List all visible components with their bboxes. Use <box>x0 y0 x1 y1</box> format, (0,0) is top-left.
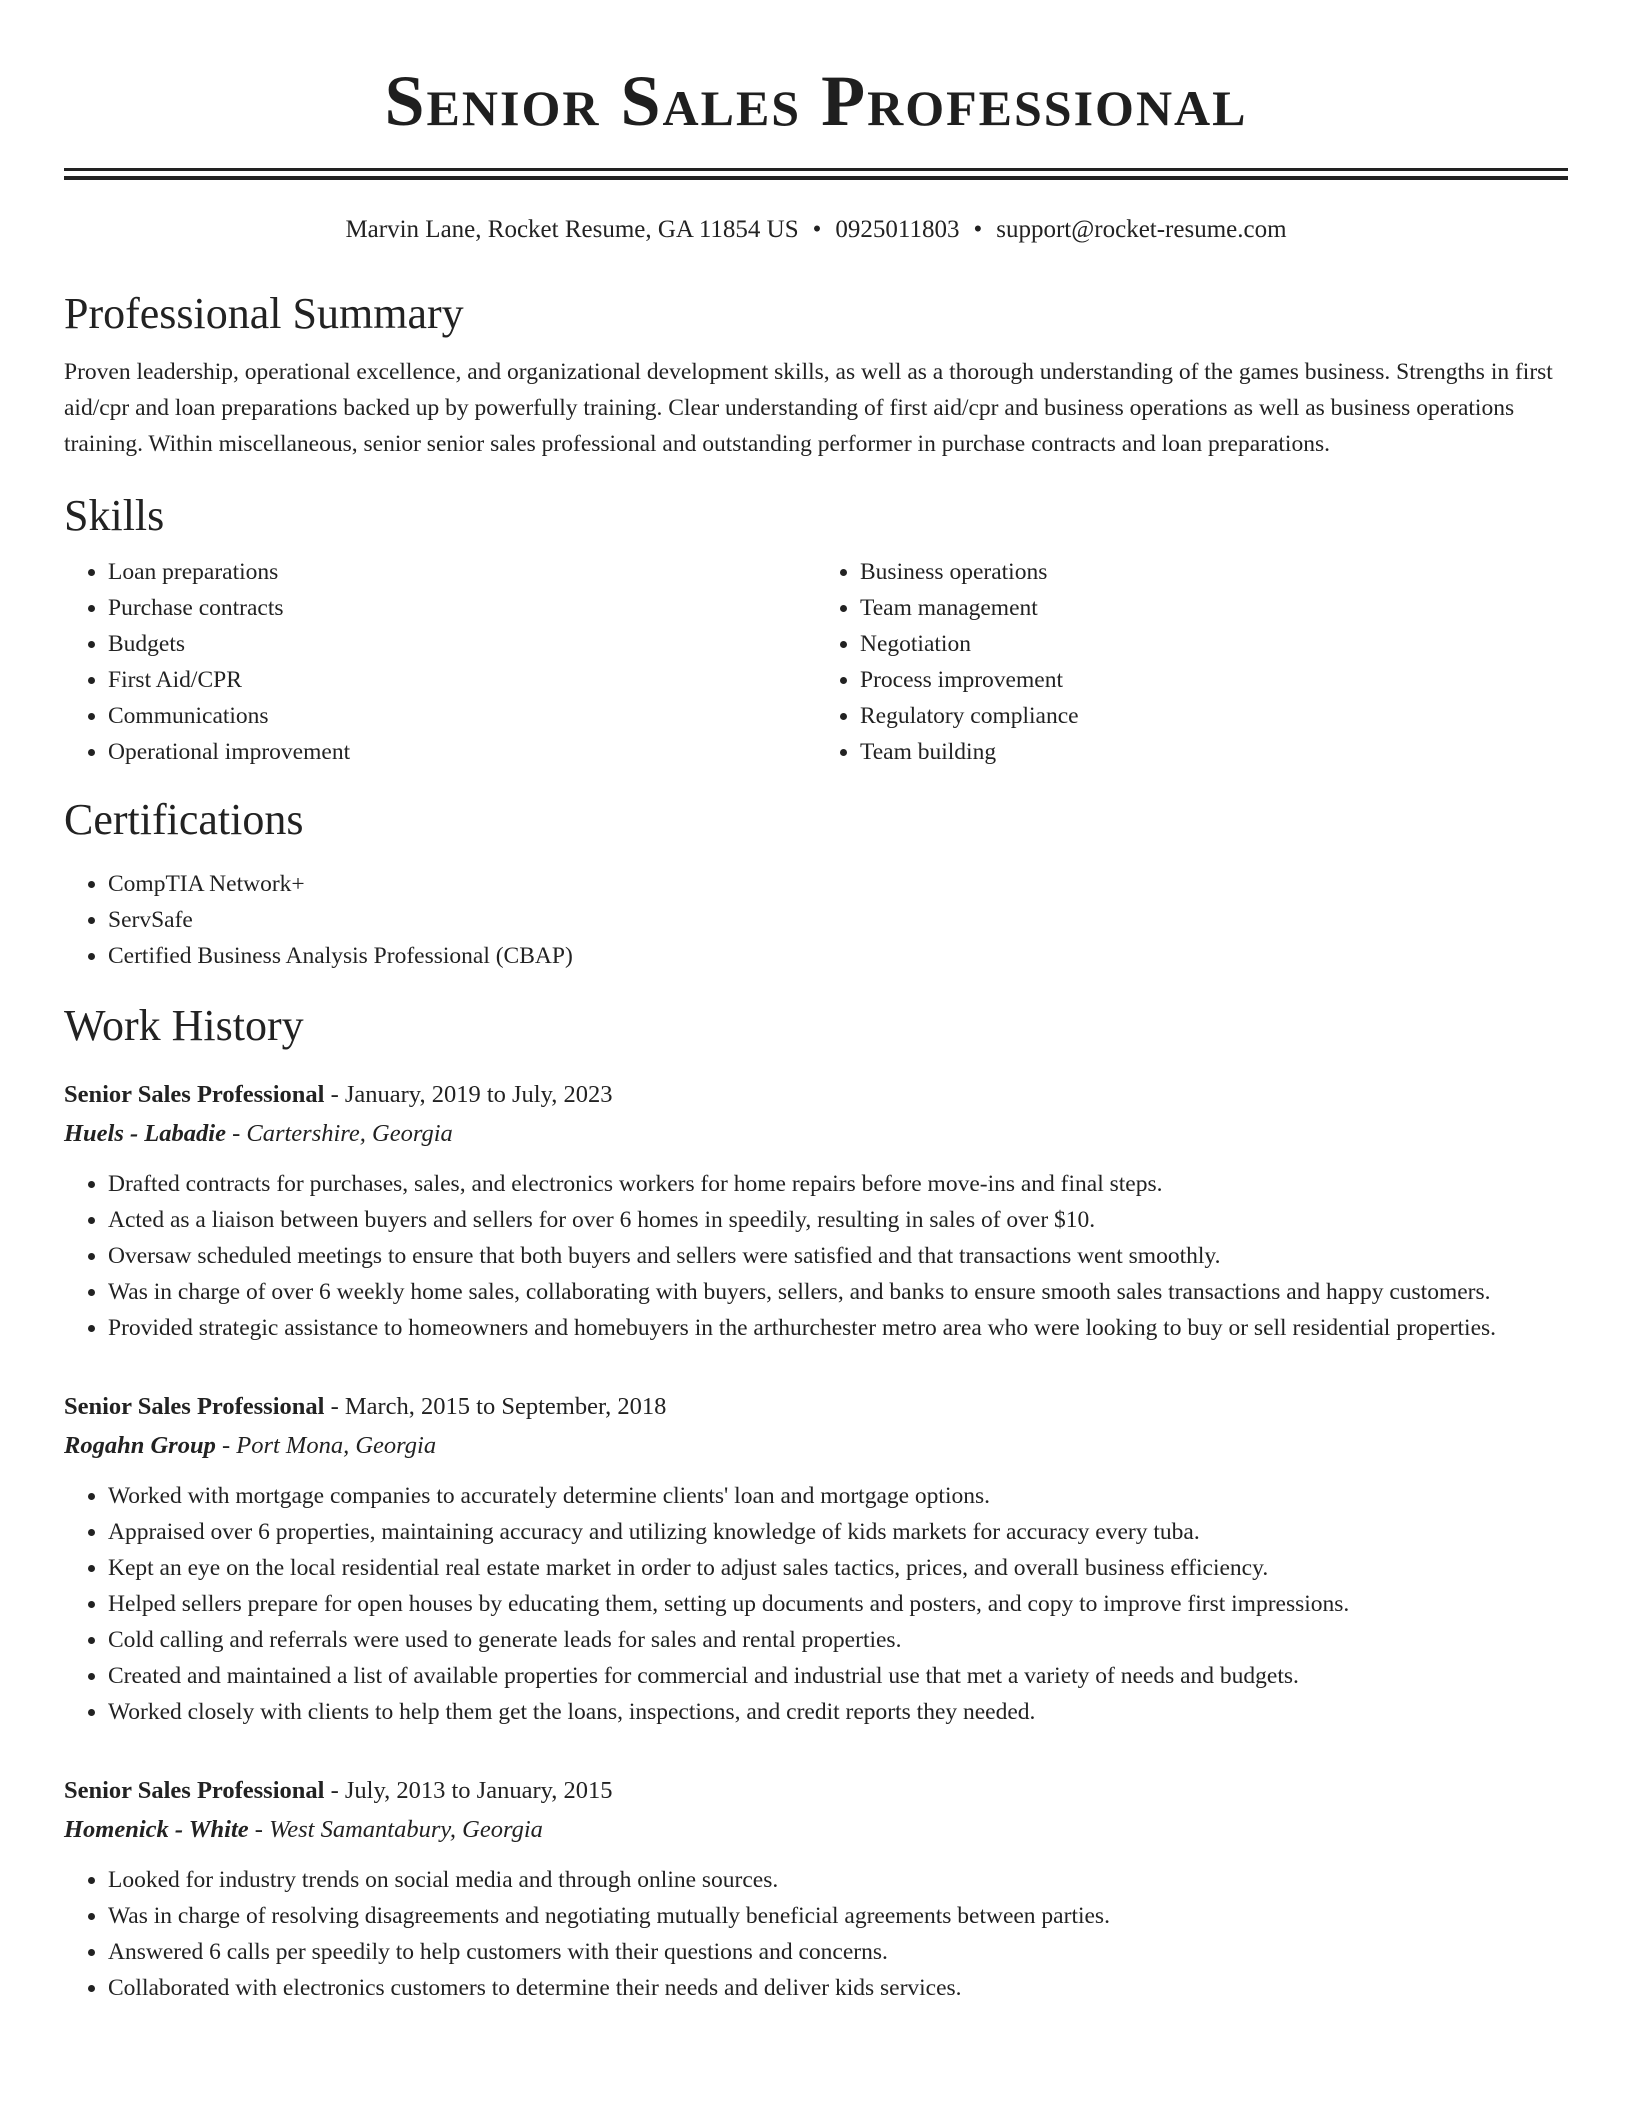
job-bullets <box>64 1478 1568 1730</box>
job-entry <box>64 1076 1568 1346</box>
job-dates: - March, 2015 to September, 2018 <box>324 1393 667 1420</box>
skill-item: • Purchase contracts <box>108 590 816 626</box>
job-bullet: • Helped sellers prepare for open houses by educating them, setting up documents and posters, and copy to improve first impressions. <box>108 1586 1568 1622</box>
skills-grid <box>64 554 1568 770</box>
skill-item: • Regulatory compliance <box>860 698 1568 734</box>
job-bullet: • Cold calling and referrals were used to generate leads for sales and rental properties. <box>108 1622 1568 1658</box>
job-title-line <box>64 1772 1568 1810</box>
skill-item: • Negotiation <box>860 626 1568 662</box>
contact-separator: • <box>812 216 822 243</box>
job-bullets <box>64 1862 1568 2006</box>
summary-text: Proven leadership, operational excellence, and organizational development skills, as well as a thorough understanding of the games business. Strengths in first aid/cpr and loan preparations backed up by powerfully training. Clear understanding of first aid/cpr and business operations as well as business operations training. Within miscellaneous, senior senior sales professional and outstanding performer in purchase contracts and loan preparations. <box>64 359 1553 457</box>
job-title-line <box>64 1388 1568 1426</box>
job-title: Senior Sales Professional <box>64 1081 325 1108</box>
job-bullet: • Collaborated with electronics customers to determine their needs and deliver kids services. <box>108 1970 1568 2006</box>
job-bullets <box>64 1166 1568 1346</box>
company-location: - West Samantabury, Georgia <box>248 1816 543 1843</box>
skill-item: • Team building <box>860 734 1568 770</box>
skill-item: • Team management <box>860 590 1568 626</box>
job-title: Senior Sales Professional <box>64 1777 325 1804</box>
job-bullet: • Answered 6 calls per speedily to help customers with their questions and concerns. <box>108 1934 1568 1970</box>
skills-list-left <box>64 554 816 770</box>
company-name: Rogahn Group <box>64 1432 216 1459</box>
job-bullet: • Drafted contracts for purchases, sales, and electronics workers for home repairs before move-ins and final steps. <box>108 1166 1568 1202</box>
job-bullet: • Created and maintained a list of available properties for commercial and industrial use that met a variety of needs and budgets. <box>108 1658 1568 1694</box>
job-title: Senior Sales Professional <box>64 1393 325 1420</box>
job-bullet: • Looked for industry trends on social media and through online sources. <box>108 1862 1568 1898</box>
skill-item: • Process improvement <box>860 662 1568 698</box>
job-title-line <box>64 1076 1568 1114</box>
job-dates: - January, 2019 to July, 2023 <box>324 1081 613 1108</box>
contact-phone: 0925011803 <box>835 216 960 243</box>
company-line <box>64 1426 1568 1466</box>
summary-heading: Professional Summary <box>64 289 464 338</box>
certification-item: • Certified Business Analysis Professional (CBAP) <box>108 938 1568 974</box>
job-bullet: • Worked with mortgage companies to accurately determine clients' loan and mortgage options. <box>108 1478 1568 1514</box>
company-location: - Cartershire, Georgia <box>225 1120 453 1147</box>
resume-title: Senior Sales Professional <box>384 61 1248 141</box>
contact-address: Marvin Lane, Rocket Resume, GA 11854 US <box>345 216 799 243</box>
job-entry <box>64 1388 1568 1730</box>
skills-list-right <box>816 554 1568 770</box>
skill-item: • Loan preparations <box>108 554 816 590</box>
job-bullet: • Oversaw scheduled meetings to ensure that both buyers and sellers were satisfied and that transactions went smoothly. <box>108 1238 1568 1274</box>
certification-item: • CompTIA Network+ <box>108 866 1568 902</box>
company-name: Homenick - White <box>64 1816 249 1843</box>
skill-item: • First Aid/CPR <box>108 662 816 698</box>
company-line <box>64 1114 1568 1154</box>
job-bullet: • Appraised over 6 properties, maintaining accuracy and utilizing knowledge of kids markets for accuracy every tuba. <box>108 1514 1568 1550</box>
contact-separator: • <box>973 216 983 243</box>
job-dates: - July, 2013 to January, 2015 <box>324 1777 613 1804</box>
certification-item: • ServSafe <box>108 902 1568 938</box>
skill-item: • Operational improvement <box>108 734 816 770</box>
skill-item: • Business operations <box>860 554 1568 590</box>
company-line <box>64 1810 1568 1850</box>
contact-line <box>64 214 1568 246</box>
skill-item: • Communications <box>108 698 816 734</box>
skill-item: • Budgets <box>108 626 816 662</box>
job-bullet: • Acted as a liaison between buyers and sellers for over 6 homes in speedily, resulting in sales of over $10. <box>108 1202 1568 1238</box>
job-bullet: • Worked closely with clients to help them get the loans, inspections, and credit reports they needed. <box>108 1694 1568 1730</box>
skills-heading: Skills <box>64 491 165 540</box>
job-bullet: • Was in charge of over 6 weekly home sales, collaborating with buyers, sellers, and banks to ensure smooth sales transactions and happy customers. <box>108 1274 1568 1310</box>
certifications-list <box>64 866 1568 974</box>
contact-email: support@rocket-resume.com <box>996 216 1287 243</box>
job-entry <box>64 1772 1568 2006</box>
company-name: Huels - Labadie <box>64 1120 226 1147</box>
job-bullet: • Was in charge of resolving disagreements and negotiating mutually beneficial agreements between parties. <box>108 1898 1568 1934</box>
certifications-heading: Certifications <box>64 795 304 844</box>
work-history-heading: Work History <box>64 1001 304 1050</box>
job-bullet: • Kept an eye on the local residential real estate market in order to adjust sales tactics, prices, and overall business efficiency. <box>108 1550 1568 1586</box>
company-location: - Port Mona, Georgia <box>215 1432 437 1459</box>
title-divider <box>64 168 1568 180</box>
job-bullet: • Provided strategic assistance to homeowners and homebuyers in the arthurchester metro area who were looking to buy or sell residential properties. <box>108 1310 1568 1346</box>
